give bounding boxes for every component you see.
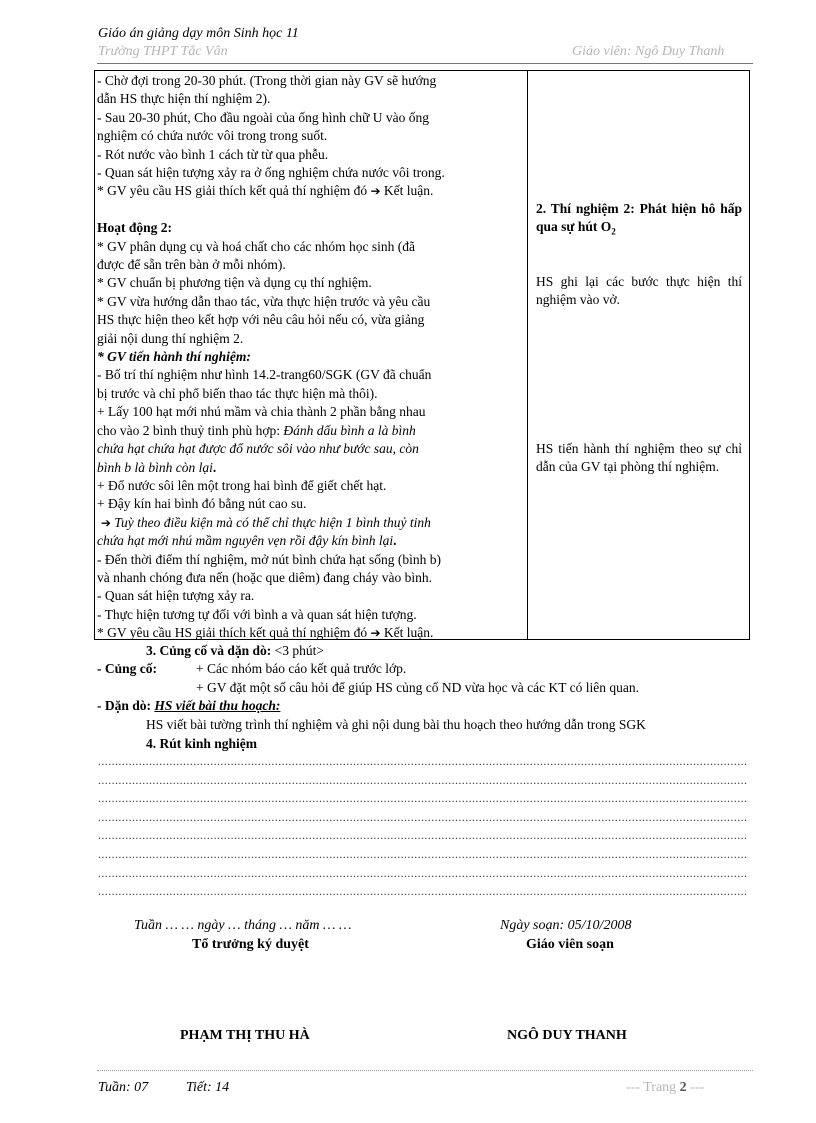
text-line: - Đến thời điểm thí nghiệm, mở nút bình chứa hạt sống (bình b)	[97, 551, 442, 567]
text-line: - Quan sát hiện tượng xảy ra ở ống nghiệm chứa nước vôi trong.	[97, 165, 445, 181]
table-column-divider	[527, 70, 528, 640]
footer-week: Tuần: 07	[98, 1080, 149, 1095]
section-3-title: 3. Củng cố và dặn dò:	[146, 643, 272, 658]
dan-do-text: HS viết bài tường trình thí nghiệm và ghi nội dung bài thu hoạch theo hướng dẫn trong SGK	[146, 717, 646, 732]
arrow-right-icon: ➔	[97, 515, 111, 530]
dotted-line: ...............................................................................................................................................................................................	[98, 754, 748, 768]
cung-co-item: + Các nhóm báo cáo kết quả trước lớp.	[196, 661, 407, 676]
text-period: .	[393, 533, 397, 549]
conclusion-line	[97, 624, 521, 642]
gv-experiment-heading: * GV tiến hành thí nghiệm:	[97, 349, 251, 365]
text-italic: Đánh dấu bình a là bình	[283, 422, 416, 438]
dotted-line: ...............................................................................................................................................................................................	[98, 810, 748, 824]
text-line: - Sau 20-30 phút, Cho đầu ngoài của ống hình chữ U vào ống	[97, 109, 430, 125]
text-line: - Rót nước vào bình 1 cách từ từ qua phễu.	[97, 146, 329, 162]
text-line: + Đậy kín hai bình đó bằng nút cao su.	[97, 496, 307, 512]
text-line: được để sẵn trên bàn ở mỗi nhóm).	[97, 257, 286, 273]
section-3-duration: <3 phút>	[274, 643, 325, 658]
dotted-line: ...............................................................................................................................................................................................	[98, 847, 748, 861]
student-perform-note: HS tiến hành thí nghiệm theo sự chỉ dẫn của GV tại phòng thí nghiệm.	[536, 441, 742, 475]
experiment-title-text: 2. Thí nghiệm 2: Phát hiện hô hấp qua sự hút O	[536, 201, 742, 235]
experiment-2-title	[536, 200, 742, 242]
section-3-heading	[146, 642, 324, 660]
cung-co-item: + GV đặt một số câu hỏi để giúp HS củng cố ND vừa học và các KT có liên quan.	[196, 680, 639, 695]
note-text: Tuỳ theo điều kiện mà có thể chỉ thực hiện 1 bình thuỷ tinh	[114, 514, 431, 530]
dan-do-title: HS viết bài thu hoạch:	[154, 698, 281, 713]
text-line: * GV vừa hướng dẫn thao tác, vừa thực hiện trước và yêu cầu	[97, 293, 431, 309]
page-prefix: --- Trang	[626, 1080, 680, 1095]
text-line-italic: chứa hạt chứa hạt được đổ nước sôi vào như bước sau, còn	[97, 441, 419, 457]
teacher-name: NGÔ DUY THANH	[507, 1028, 627, 1043]
subscript-2: 2	[611, 227, 616, 238]
page-suffix: ---	[686, 1080, 705, 1095]
dan-do-label: - Dặn dò:	[97, 698, 152, 713]
teacher-title: Giáo viên soạn	[526, 937, 614, 952]
head-name: PHẠM THỊ THU HÀ	[180, 1028, 310, 1043]
page-number	[626, 1080, 704, 1096]
text-line: * GV chuẩn bị phương tiện và dụng cụ thí nghiệm.	[97, 275, 372, 291]
arrow-right-icon: ➔	[370, 184, 381, 199]
conclusion-text: * GV yêu cầu HS giải thích kết quả thí nghiệm đó	[97, 625, 368, 641]
text-line: + Lấy 100 hạt mới nhú mầm và chia thành 2 phần bằng nhau	[97, 404, 426, 420]
text-line-italic-last	[97, 459, 521, 477]
text-italic: bình b là bình còn lại	[97, 459, 213, 475]
dotted-line: ...............................................................................................................................................................................................	[98, 828, 748, 842]
note-line-2	[97, 532, 521, 550]
conclusion-tail: Kết luận.	[383, 183, 434, 199]
conclusion-line	[97, 182, 521, 200]
text-line: - Chờ đợi trong 20-30 phút. (Trong thời gian này GV sẽ hướng	[97, 73, 437, 88]
note-text: chứa hạt mới nhú mầm nguyên vẹn rồi đậy kín bình lại	[97, 533, 394, 549]
conclusion-text: * GV yêu cầu HS giải thích kết quả thí nghiệm đó	[97, 183, 368, 199]
arrow-right-icon: ➔	[370, 626, 381, 641]
text-line: dẫn HS thực hiện thí nghiệm 2).	[97, 91, 271, 107]
document-title: Giáo án giảng dạy môn Sinh học 11	[98, 26, 299, 41]
footer-rule	[97, 1070, 753, 1071]
text-period: .	[212, 459, 217, 475]
head-title: Tổ trưởng ký duyệt	[192, 937, 309, 952]
cung-co-label: - Củng cố:	[97, 661, 157, 676]
student-record-note: HS ghi lại các bước thực hiện thí nghiệm vào vở.	[536, 274, 742, 308]
text-line: bị trước và chỉ phổ biến thao tác thực hiện mà thôi).	[97, 385, 378, 401]
activity-2-heading: Hoạt động 2:	[97, 220, 173, 236]
note-line	[97, 514, 521, 532]
text-line: + Đổ nước sôi lên một trong hai bình để giết chết hạt.	[97, 477, 387, 493]
text-line-mixed	[97, 422, 521, 440]
text-line: - Bố trí thí nghiệm như hình 14.2-trang60/SGK (GV đã chuẩn	[97, 367, 432, 383]
text-line: nghiệm có chứa nước vôi trong trong suốt.	[97, 128, 328, 144]
dotted-line: ...............................................................................................................................................................................................	[98, 884, 748, 898]
text-line: giải nội dung thí nghiệm 2.	[97, 330, 244, 346]
text-line: * GV phân dụng cụ và hoá chất cho các nhóm học sinh (đã	[97, 238, 416, 254]
dotted-line: ...............................................................................................................................................................................................	[98, 791, 748, 805]
teacher-header: Giáo viên: Ngô Duy Thanh	[572, 44, 725, 59]
text-line: HS thực hiện theo kết hợp với nêu câu hỏi nếu có, vừa giảng	[97, 312, 425, 328]
dotted-line: ...............................................................................................................................................................................................	[98, 866, 748, 880]
text-line: và nhanh chóng đưa nến (hoặc que diêm) đang cháy vào bình.	[97, 569, 432, 585]
section-4-heading: 4. Rút kinh nghiệm	[146, 736, 258, 751]
text-line: - Thực hiện tương tự đối với bình a và quan sát hiện tượng.	[97, 606, 417, 622]
page-number-value: 2	[679, 1080, 687, 1095]
school-name: Trường THPT Tắc Vân	[98, 44, 228, 59]
prepared-date: Ngày soạn: 05/10/2008	[500, 918, 632, 933]
footer-period: Tiết: 14	[186, 1080, 230, 1095]
dan-do-line	[97, 697, 280, 715]
teacher-activity-column	[97, 72, 521, 643]
dotted-line: ...............................................................................................................................................................................................	[98, 773, 748, 787]
text-line: - Quan sát hiện tượng xảy ra.	[97, 588, 255, 604]
conclusion-tail: Kết luận.	[383, 625, 434, 641]
week-date-line: Tuần … … ngày … tháng … năm … …	[134, 918, 352, 933]
header-rule	[97, 63, 753, 64]
text-plain: cho vào 2 bình thuỷ tinh phù hợp:	[97, 422, 284, 438]
